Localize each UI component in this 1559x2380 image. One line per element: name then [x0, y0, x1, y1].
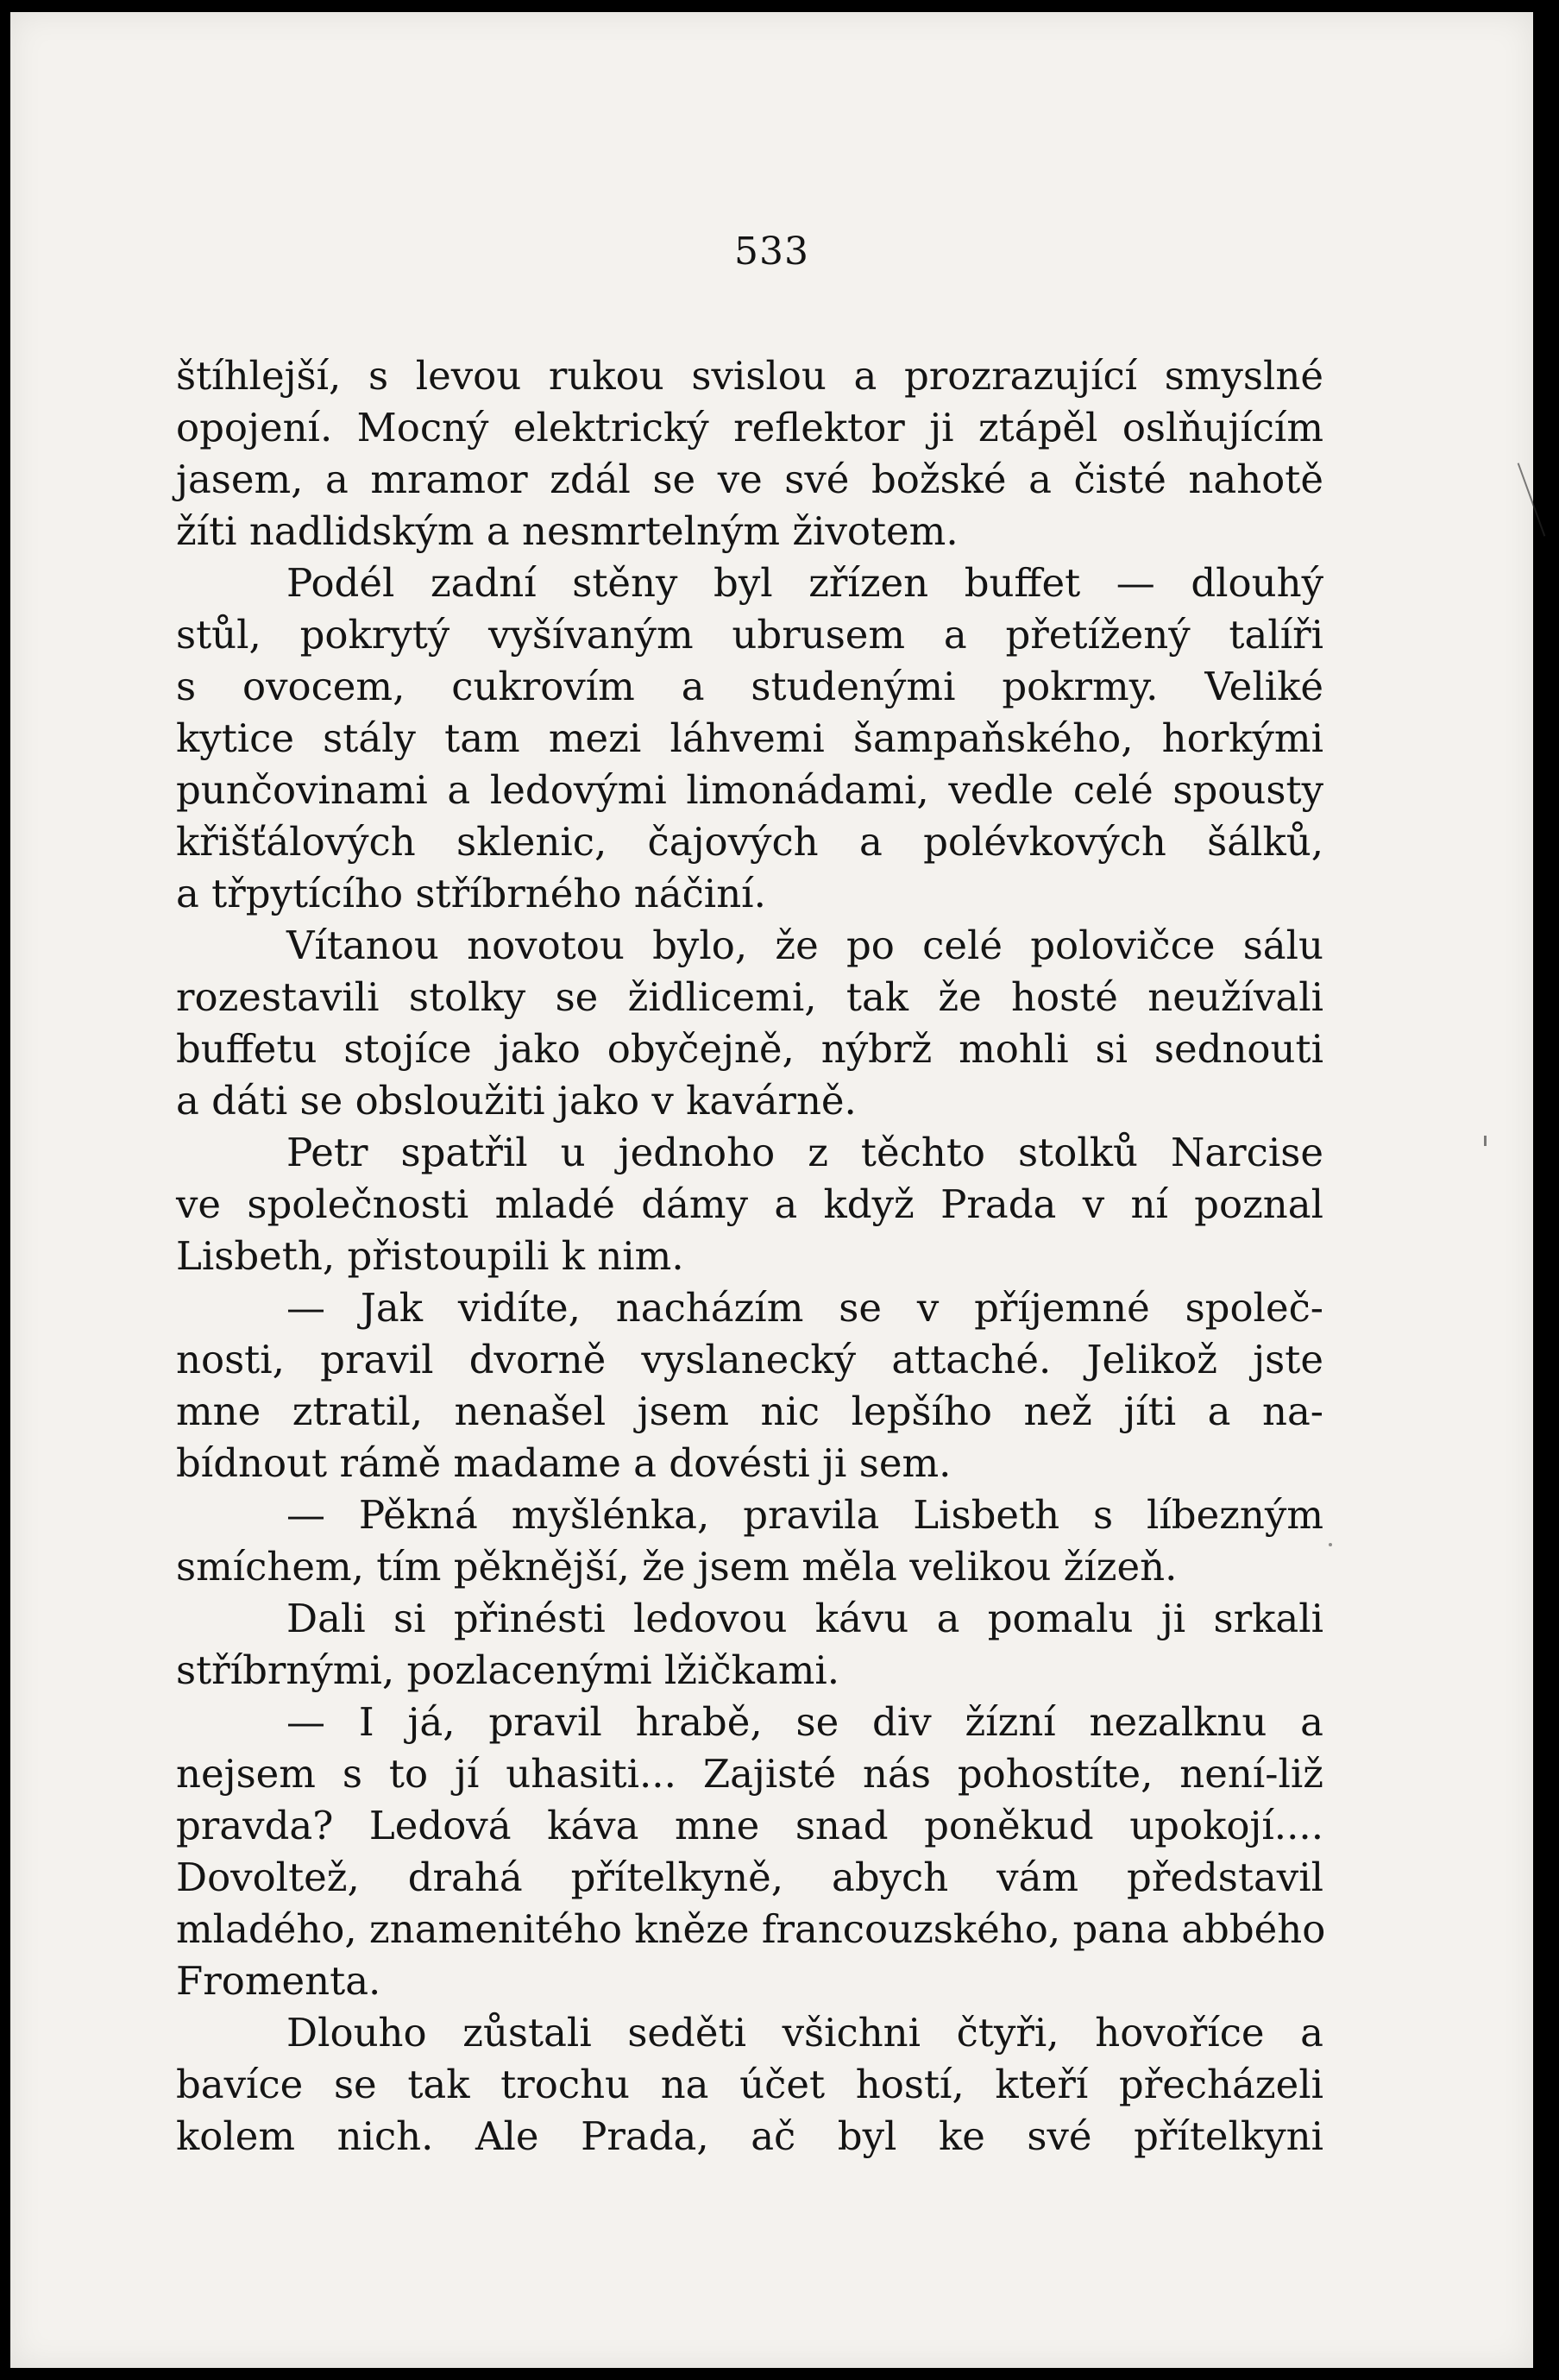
text-line: Petr spatřil u jednoho z těchto stolků Narcise — [286, 1130, 1323, 1175]
margin-mark-3 — [1329, 1543, 1332, 1546]
text-line: Vítanou novotou bylo, že po celé polovičce sálu — [286, 922, 1323, 968]
text-line: ve společnosti mladé dámy a když Prada v ní poznal — [176, 1181, 1323, 1227]
text-line: — Pěkná myšlénka, pravila Lisbeth s líbezným — [286, 1492, 1323, 1538]
text-line: Dali si přinésti ledovou kávu a pomalu ji srkali — [286, 1596, 1323, 1641]
margin-mark-2 — [1484, 1136, 1487, 1146]
text-line: a třpytícího stříbrného náčiní. — [176, 871, 766, 916]
text-line: Lisbeth, přistoupili k nim. — [176, 1233, 684, 1279]
text-line: opojení. Mocný elektrický reflektor ji ztápěl oslňujícím — [176, 405, 1323, 450]
text-line: s ovocem, cukrovím a studenými pokrmy. Veliké — [176, 664, 1323, 709]
text-line: stůl, pokrytý vyšívaným ubrusem a přetížený talíři — [176, 612, 1323, 658]
text-line: mladého, znamenitého kněze francouzského, pana abbého — [176, 1906, 1326, 1952]
text-line: stříbrnými, pozlacenými lžičkami. — [176, 1647, 840, 1693]
text-line: Podél zadní stěny byl zřízen buffet — dlouhý — [286, 560, 1323, 606]
page-number: 533 — [734, 230, 809, 274]
text-line: punčovinami a ledovými limonádami, vedle celé spousty — [176, 767, 1323, 813]
text-line: bavíce se tak trochu na účet hostí, kteří přecházeli — [176, 2062, 1323, 2107]
text-line: kolem nich. Ale Prada, ač byl ke své přítelkyni — [176, 2113, 1323, 2159]
book-page — [10, 12, 1533, 2368]
text-line: — Jak vidíte, nacházím se v příjemné společ- — [286, 1285, 1323, 1331]
text-line: a dáti se obsloužiti jako v kavárně. — [176, 1078, 857, 1124]
text-line: buffetu stojíce jako obyčejně, nýbrž mohli si sednouti — [176, 1026, 1323, 1072]
text-line: žíti nadlidským a nesmrtelným životem. — [176, 508, 959, 554]
text-line: pravda? Ledová káva mne snad poněkud upokojí.... — [176, 1803, 1323, 1848]
text-line: štíhlejší, s levou rukou svislou a prozrazující smyslné — [176, 353, 1323, 399]
text-line: — I já, pravil hrabě, se div žízní nezalknu a — [286, 1699, 1323, 1745]
text-line: kytice stály tam mezi láhvemi šampaňského, horkými — [176, 715, 1323, 761]
margin-mark-1 — [1518, 463, 1546, 536]
text-line: nejsem s to jí uhasiti... Zajisté nás pohostíte, není-liž — [176, 1751, 1323, 1797]
text-line: Dlouho zůstali seděti všichni čtyři, hovoříce a — [286, 2010, 1323, 2056]
text-line: Fromenta. — [176, 1958, 381, 2004]
body-text — [176, 350, 1326, 2163]
text-line: bídnout rámě madame a dovésti ji sem. — [176, 1440, 952, 1486]
text-line: smíchem, tím pěknější, že jsem měla velikou žízeň. — [176, 1544, 1178, 1590]
text-line: křišťálových sklenic, čajových a polévkových šálků, — [176, 819, 1323, 865]
text-line: nosti, pravil dvorně vyslanecký attaché. Jelikož jste — [176, 1337, 1323, 1382]
text-line: jasem, a mramor zdál se ve své božské a čisté nahotě — [176, 456, 1323, 502]
text-line: Dovoltež, drahá přítelkyně, abych vám představil — [176, 1854, 1323, 1900]
text-line: rozestavili stolky se židlicemi, tak že hosté neužívali — [176, 974, 1323, 1020]
text-line: mne ztratil, nenašel jsem nic lepšího než jíti a na- — [176, 1388, 1323, 1434]
